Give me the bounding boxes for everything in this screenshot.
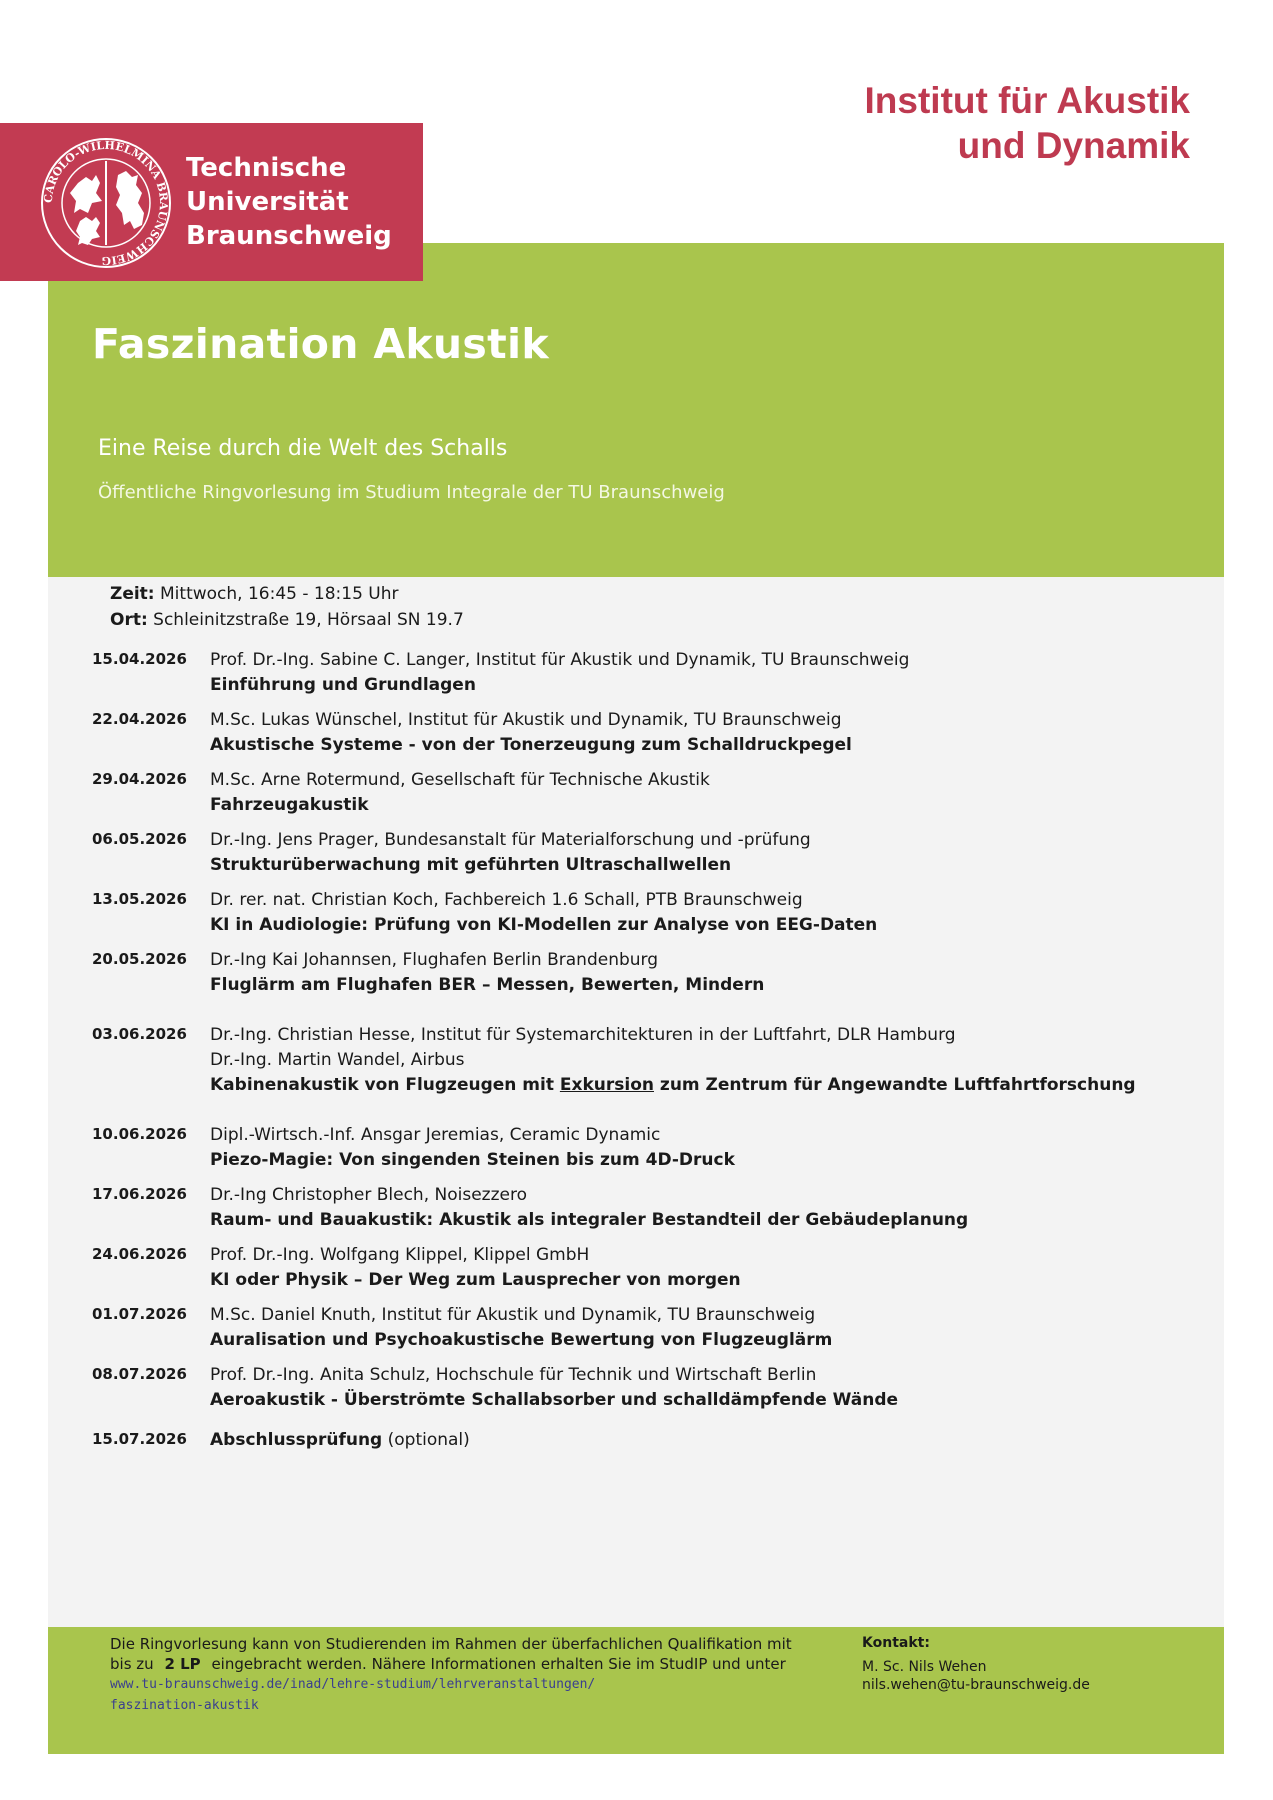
place-info [110,610,464,630]
credits-value: 2 LP [164,1655,201,1673]
institute-title [865,78,1190,168]
excursion-link[interactable]: Exkursion [559,1075,654,1095]
place-label: Ort: [110,610,148,630]
entry-date: 20.05.2026 [92,950,187,968]
entry-exam [210,1428,470,1453]
entry-note: (optional) [382,1430,470,1450]
entry-topic: Abschlussprüfung [210,1430,383,1450]
university-name-line-3: Braunschweig [186,221,392,251]
page-tagline: Öffentliche Ringvorlesung im Studium Integrale der TU Braunschweig [98,482,725,503]
entry-speaker: M.Sc. Daniel Knuth, Institut für Akustik und Dynamik, TU Braunschweig [210,1305,816,1325]
entry-speaker: Dipl.-Wirtsch.-Inf. Ansgar Jeremias, Ceramic Dynamic [210,1125,661,1145]
entry-topic: Akustische Systeme - von der Tonerzeugung zum Schalldruckpegel [210,735,852,755]
contact-block [862,1634,1090,1694]
entry-speaker: Dr.-Ing Kai Johannsen, Flughafen Berlin Brandenburg [210,950,659,970]
entry-date: 29.04.2026 [92,770,187,788]
entry-date: 01.07.2026 [92,1305,187,1323]
footer-line-2 [110,1654,850,1674]
institute-line-1: Institut für Akustik [864,80,1190,121]
university-name [186,151,392,253]
footer-line-1: Die Ringvorlesung kann von Studierenden im Rahmen der überfachlichen Qualifikation mit [110,1635,792,1653]
course-link[interactable]: www.tu-braunschweig.de/inad/lehre-studium/lehrveranstaltungen/ [110,1677,596,1692]
entry-topic: KI in Audiologie: Prüfung von KI-Modellen zur Analyse von EEG-Daten [210,915,878,935]
time-label: Zeit: [110,584,155,604]
entry-topic-pre: Kabinenakustik von Flugzeugen mit [210,1075,560,1095]
seal-text: CAROLO-WILHELMINA BRAUNSCHWEIG [41,138,171,268]
header-panel [48,243,1224,577]
entry-topic: Fahrzeugakustik [210,795,369,815]
entry-topic [210,1073,1136,1098]
entry-topic: Auralisation und Psychoakustische Bewertung von Flugzeuglärm [210,1330,833,1350]
entry-speaker: Dr.-Ing. Jens Prager, Bundesanstalt für Materialforschung und -prüfung [210,830,811,850]
entry-date: 24.06.2026 [92,1245,187,1263]
entry-speaker: M.Sc. Lukas Wünschel, Institut für Akustik und Dynamik, TU Braunschweig [210,710,842,730]
institute-line-2: und Dynamik [957,125,1190,166]
contact-email[interactable]: nils.wehen@tu-braunschweig.de [862,1677,1090,1693]
entry-date: 13.05.2026 [92,890,187,908]
entry-topic: Strukturüberwachung mit geführten Ultraschallwellen [210,855,732,875]
entry-date: 03.06.2026 [92,1025,187,1043]
entry-speaker-2: Dr.-Ing. Martin Wandel, Airbus [210,1050,465,1070]
university-name-line-1: Technische [186,153,347,183]
entry-date: 17.06.2026 [92,1185,187,1203]
contact-name: M. Sc. Nils Wehen [862,1659,987,1675]
entry-topic: KI oder Physik – Der Weg zum Lausprecher von morgen [210,1270,741,1290]
page-title: Faszination Akustik [92,320,549,368]
entry-topic: Raum- und Bauakustik: Akustik als integraler Bestandteil der Gebäudeplanung [210,1210,969,1230]
entry-speaker: Prof. Dr.-Ing. Anita Schulz, Hochschule für Technik und Wirtschaft Berlin [210,1365,817,1385]
entry-topic: Einführung und Grundlagen [210,675,476,695]
time-info [110,584,399,604]
page-subtitle: Eine Reise durch die Welt des Schalls [98,436,508,461]
entry-topic: Aeroakustik - Überströmte Schallabsorber und schalldämpfende Wände [210,1390,899,1410]
time-value: Mittwoch, 16:45 - 18:15 Uhr [160,584,399,604]
contact-label: Kontakt: [862,1635,930,1651]
entry-date: 15.07.2026 [92,1430,187,1448]
university-name-line-2: Universität [186,187,349,217]
footer-line-2-pre: bis zu [110,1655,154,1673]
entry-topic-post: zum Zentrum für Angewandte Luftfahrtforschung [654,1075,1136,1095]
footer-line-2-post: eingebracht werden. Nähere Informationen erhalten Sie im StudIP und unter [211,1655,786,1673]
course-link-continued[interactable]: faszination-akustik [110,1698,259,1713]
place-value: Schleinitzstraße 19, Hörsaal SN 19.7 [153,610,464,630]
entry-date: 22.04.2026 [92,710,187,728]
entry-topic: Fluglärm am Flughafen BER – Messen, Bewerten, Mindern [210,975,765,995]
university-logo [0,123,423,281]
entry-speaker: Prof. Dr.-Ing. Wolfgang Klippel, Klippel GmbH [210,1245,590,1265]
entry-speaker: Dr. rer. nat. Christian Koch, Fachbereich 1.6 Schall, PTB Braunschweig [210,890,803,910]
entry-date: 15.04.2026 [92,650,187,668]
entry-speaker: Dr.-Ing. Christian Hesse, Institut für Systemarchitekturen in der Luftfahrt, DLR Hamburg [210,1025,956,1045]
entry-speaker: Dr.-Ing Christopher Blech, Noisezzero [210,1185,527,1205]
university-seal-icon [36,133,176,273]
entry-speaker: Prof. Dr.-Ing. Sabine C. Langer, Institut für Akustik und Dynamik, TU Braunschweig [210,650,910,670]
entry-speaker: M.Sc. Arne Rotermund, Gesellschaft für Technische Akustik [210,770,710,790]
entry-date: 10.06.2026 [92,1125,187,1143]
entry-date: 08.07.2026 [92,1365,187,1383]
footer-info [110,1634,850,1716]
entry-topic: Piezo-Magie: Von singenden Steinen bis zum 4D-Druck [210,1150,735,1170]
entry-date: 06.05.2026 [92,830,187,848]
